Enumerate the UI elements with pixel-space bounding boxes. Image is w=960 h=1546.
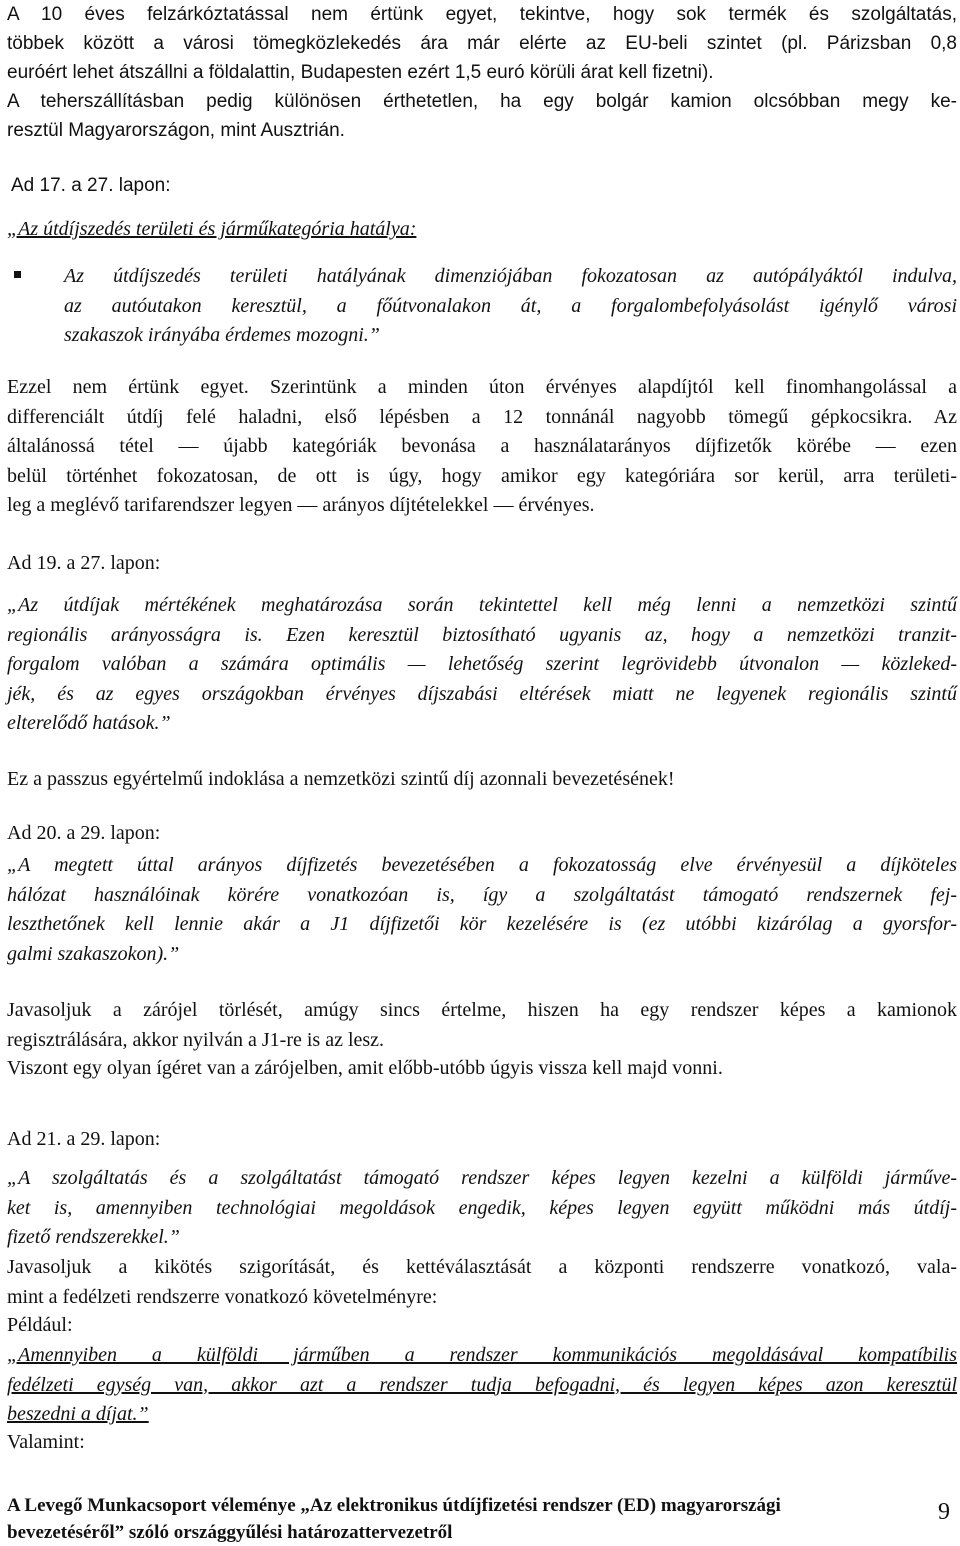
quote-line: „Az útdíjak mértékének meghatározása során tekintettel kell még lenni a nemzetközi szintű [7, 594, 957, 616]
page-number: 9 [938, 1499, 950, 1525]
bullet-text [64, 262, 957, 351]
text-line: differenciált útdíj felé haladni, első lépésben a 12 tonnánál nagyobb tömegű gépkocsikra. Az [7, 405, 957, 428]
example-label: Például: [7, 1314, 73, 1336]
quote-21 [7, 1164, 957, 1253]
bullet-square-icon [14, 271, 21, 278]
intro-line: resztül Magyarországon, mint Ausztrián. [7, 120, 345, 141]
quote-line-mixed [7, 621, 957, 651]
tail-text: Valamint: [7, 1431, 85, 1453]
text-line: Javasoljuk a kikötés szigorítását, és kettéválasztását a központi rendszerre vonatkozó, vala- [7, 1256, 957, 1278]
paragraph-17 [7, 373, 957, 521]
quote-line: hálózat használóinak körére vonatkozóan is, így a szolgáltatást támogató rendszernek fej- [7, 883, 957, 906]
intro-line: A 10 éves felzárkóztatással nem értünk egyet, tekintve, hogy sok termék és szolgáltatás, [7, 4, 957, 25]
text-line: általánossá tétel — újabb kategóriák bevonása a használatarányos díjfizetők körébe — ezen [7, 435, 957, 457]
section-heading-21: Ad 21. a 29. lapon: [7, 1128, 161, 1150]
quote-line: jék, és az egyes országokban érvényes díjszabási eltérések miatt ne legyenek regionális szintű [7, 682, 957, 705]
quote-line: ket is, amennyiben technológiai megoldások engedik, képes legyen együtt működni más útdíj- [7, 1196, 957, 1219]
quote-title-17: „Az útdíjszedés területi és járműkategória hatálya: [7, 218, 417, 240]
comment-19: Ez a passzus egyértelmű indoklása a nemzetközi szintű díj azonnali bevezetésének! [7, 768, 675, 790]
quote-line: forgalom valóban a számára optimális — lehetőség szerint legrövidebb útvonalon — közleked- [7, 653, 957, 675]
bullet-line: szakaszok irányába érdemes mozogni.” [64, 324, 380, 346]
quote-line: „A szolgáltatás és a szolgáltatást támogató rendszer képes legyen kezelni a külföldi járműve- [7, 1167, 957, 1189]
section-heading-17: Ad 17. a 27. lapon: [11, 175, 171, 196]
intro-line: többek között a városi tömegközlekedés ára már elérte az EU-beli szintet (pl. Párizsban 0,8 [7, 33, 957, 54]
text-line: Ezzel nem értünk egyet. Szerintünk a minden úton érvényes alapdíjtól kell finomhangolással a [7, 376, 957, 398]
bullet-line: Az útdíjszedés területi hatályának dimenziójában fokozatosan az autópályáktól indulva, [64, 265, 957, 287]
bullet-line: az autóutakon keresztül, a főútvonalakon át, a forgalombefolyásolást igénylő városi [64, 294, 957, 317]
quote-line: leszthetőnek kell lennie akár a J1 díjfizetői kör kezelésére is (ez utóbbi kizárólag a gyorsfor- [7, 913, 957, 935]
intro-line: A teherszállításban pedig különösen érthetetlen, ha egy bolgár kamion olcsóbban megy ke- [7, 91, 957, 112]
example-line: „Amennyiben a külföldi járműben a rendszer kommunikációs megoldásával kompatíbilis [7, 1344, 957, 1366]
paragraph-20a [7, 996, 957, 1055]
page-footer [7, 1492, 907, 1546]
quote-20 [7, 851, 957, 969]
example-quote [7, 1341, 957, 1430]
example-line: beszedni a díjat.” [7, 1403, 149, 1425]
text-line: belül történhet fokozatosan, de ott is úgy, hogy amikor egy kategóriára sor kerül, arra területi- [7, 464, 957, 487]
footer-line: A Levegő Munkacsoport véleménye „Az elektronikus útdíjfizetési rendszer (ED) magyarországi [7, 1495, 781, 1516]
text-line: mint a fedélzeti rendszerre vonatkozó követelményre: [7, 1285, 438, 1308]
section-heading-20: Ad 20. a 29. lapon: [7, 822, 161, 844]
quote-line: „A megtett úttal arányos díjfizetés bevezetésében a fokozatosság elve érvényesül a díjköteles [7, 854, 957, 876]
paragraph-21 [7, 1253, 957, 1312]
quote-line: elterelődő hatások.” [7, 712, 171, 734]
intro-paragraph [7, 0, 957, 145]
intro-line: euróért lehet átszállni a földalattin, Budapesten ezért 1,5 euró körüli árat kell fizetni). [7, 62, 714, 83]
text-line: leg a meglévő tarifarendszer legyen — arányos díjtételekkel — érvényes. [7, 494, 595, 516]
footer-line: bevezetéséről” szóló országgyűlési határozattervezetről [7, 1522, 453, 1543]
quote-fragment: regionális arányosságra is. Ezen keresztül biztosítható ugyanis az, hogy a nemzetközi tranzit- [7, 623, 957, 646]
section-heading-19: Ad 19. a 27. lapon: [7, 552, 161, 574]
quote-line: galmi szakaszokon).” [7, 942, 180, 965]
quote-line: fizető rendszerekkel.” [7, 1226, 180, 1248]
text-line: regisztrálására, akkor nyilván a J1-re is az lesz. [7, 1028, 385, 1051]
paragraph-20b: Viszont egy olyan ígéret van a zárójelben, amit előbb-utóbb úgyis vissza kell majd vonni. [7, 1057, 723, 1079]
text-line: Javasoljuk a zárójel törlését, amúgy sincs értelme, hiszen ha egy rendszer képes a kamionok [7, 999, 957, 1021]
example-line: fedélzeti egység van, akkor azt a rendszer tudja befogadni, és legyen képes azon keresztül [7, 1373, 957, 1396]
quote-19 [7, 591, 957, 739]
